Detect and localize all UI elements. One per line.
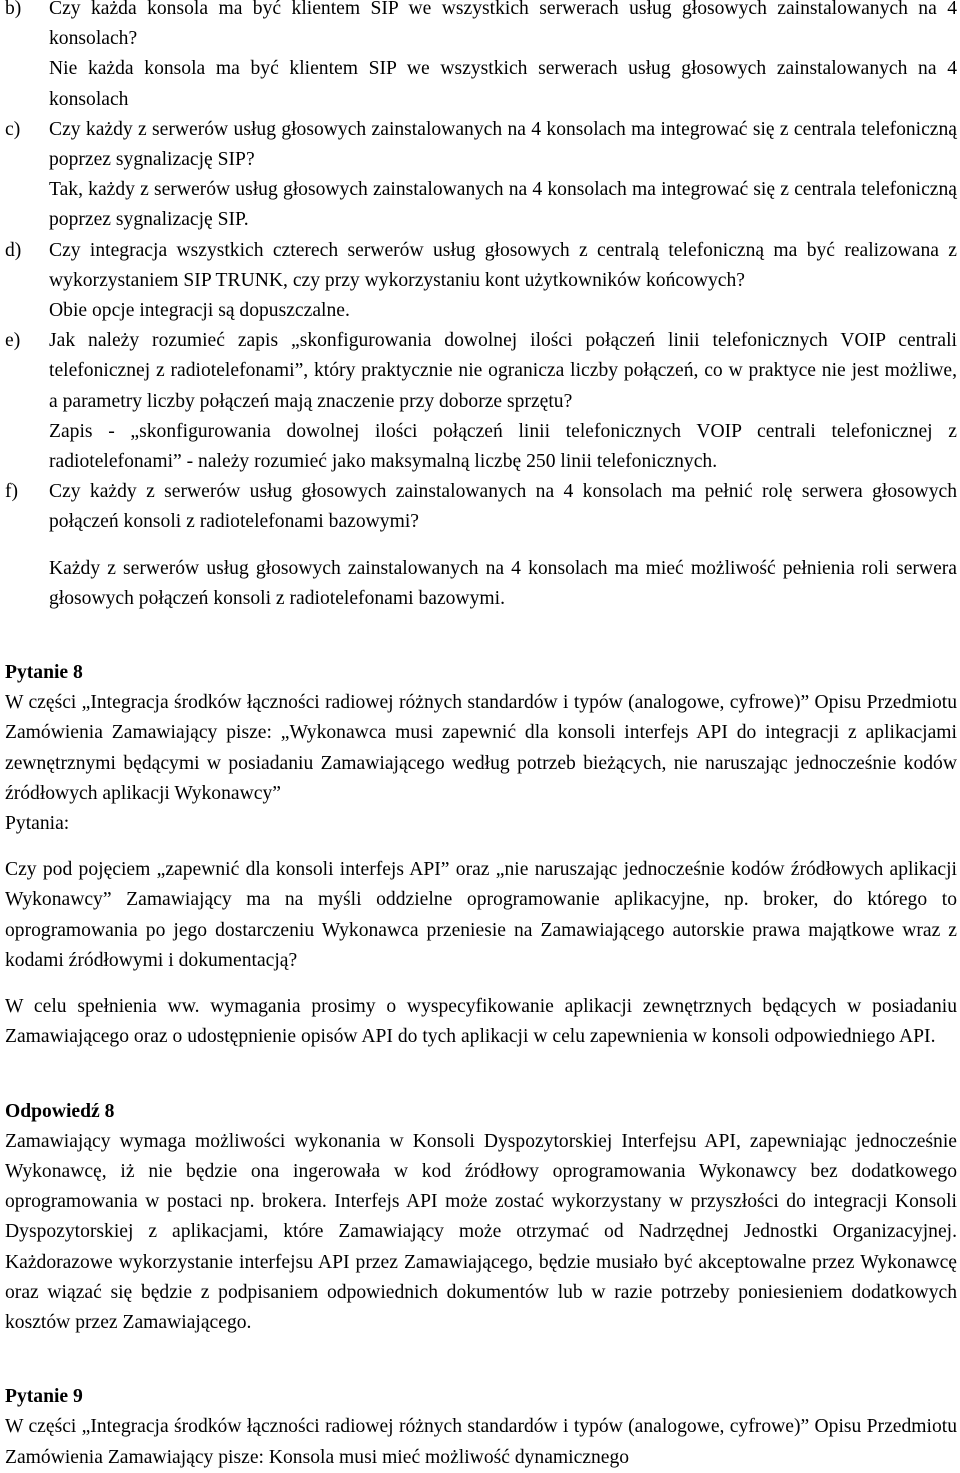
document-page	[5, 0, 957, 1473]
list-item-e	[5, 326, 957, 477]
list-item-body	[49, 326, 957, 477]
list-marker: e)	[5, 330, 21, 352]
section-heading-odpowiedz-8: Odpowiedź 8	[5, 1100, 115, 1122]
question-text: Czy każdy z serwerów usług głosowych zainstalowanych na 4 konsolach ma integrować się z centrala telefoniczną poprzez sygnalizację SIP?	[49, 118, 957, 171]
question-text: Jak należy rozumieć zapis „skonfigurowania dowolnej ilości połączeń linii telefonicznych VOIP centrali telefonicznej z radiotelefonami”, który praktycznie nie ogranicza liczby połączeń, co w praktyce nie jest możliwe, a parametry liczby połączeń mają znaczenie przy doborze sprzętu?	[49, 330, 957, 412]
list-marker: b)	[5, 0, 22, 19]
answer-text: Nie każda konsola ma być klientem SIP we wszystkich serwerach usług głosowych zainstalowanych na 4 konsolach	[49, 58, 957, 110]
list-item-body	[49, 0, 957, 115]
pytanie-8-request: W celu spełnienia ww. wymagania prosimy o wyspecyfikowanie aplikacji zewnętrznych będących w posiadaniu Zamawiającego oraz o udostępnienie opisów API do tych aplikacji w celu zapewnienia w konsoli odpowiedniego API.	[5, 996, 957, 1048]
pytanie-8-intro: W części „Integracja środków łączności radiowej różnych standardów i typów (analogowe, cyfrowe)” Opisu Przedmiotu Zamówienia Zamawiający pisze: „Wykonawca musi zapewnić dla konsoli interfejs API do integracji z aplikacjami zewnętrznymi będącymi w posiadaniu Zamawiającego według potrzeb bieżących, nie naruszając jednocześnie kodów źródłowych aplikacji Wykonawcy”	[5, 692, 957, 804]
list-item-c	[5, 115, 957, 236]
list-marker: d)	[5, 239, 22, 261]
section-heading-pytanie-9: Pytanie 9	[5, 1386, 83, 1408]
list-marker: f)	[5, 481, 19, 503]
pytanie-9-intro: W części „Integracja środków łączności radiowej różnych standardów i typów (analogowe, cyfrowe)” Opisu Przedmiotu Zamówienia Zamawiający pisze: Konsola musi mieć możliwość dynamicznego	[5, 1416, 957, 1468]
section-heading-pytanie-8: Pytanie 8	[5, 662, 83, 684]
odpowiedz-8-text: Zamawiający wymaga możliwości wykonania w Konsoli Dyspozytorskiej Interfejsu API, zapewniając jednocześnie Wykonawcę, iż nie będzie ona ingerowała w kod źródłowy oprogramowania Wykonawcy bez dodatkowego oprogramowania w postaci np. brokera. Interfejs API może zostać wykorzystany w przyszłości do integracji Konsoli Dyspozytorskiej z aplikacjami, które Zamawiający może otrzymać od Nadrzędnej Jednostki Organizacyjnej. Każdorazowe wykorzystanie interfejsu API przez Zamawiającego, będzie musiało być akceptowalne przez Wykonawcę oraz wiązać się będzie z podpisaniem odpowiednich dokumentów lub w razie potrzeby poniesieniem dodatkowych kosztów przez Zamawiającego.	[5, 1130, 957, 1333]
list-marker: c)	[5, 118, 21, 140]
answer-text: Obie opcje integracji są dopuszczalne.	[49, 300, 350, 322]
answer-text: Zapis - „skonfigurowania dowolnej ilości połączeń linii telefonicznych VOIP centrali telefonicznej z radiotelefonami” - należy rozumieć jako maksymalną liczbę 250 linii telefonicznych.	[49, 420, 957, 473]
pytanie-8-question: Czy pod pojęciem „zapewnić dla konsoli interfejs API” oraz „nie naruszając jednocześnie kodów źródłowych aplikacji Wykonawcy” Zamawiający ma na myśli oddzielne oprogramowanie aplikacyjne, np. broker, do którego to oprogramowania po jego dostarczeniu Wykonawca przeniesie na Zamawiającego autorskie prawa majątkowe wraz z kodami źródłowymi i dokumentacją?	[5, 859, 957, 971]
list-item-b	[5, 0, 957, 115]
answer-text: Tak, każdy z serwerów usług głosowych zainstalowanych na 4 konsolach ma integrować się z centrala telefoniczną poprzez sygnalizację SIP.	[49, 179, 957, 231]
list-item-d	[5, 236, 957, 327]
answer-text: Każdy z serwerów usług głosowych zainstalowanych na 4 konsolach ma mieć możliwość pełnienia roli serwera głosowych połączeń konsoli z radiotelefonami bazowymi.	[49, 557, 957, 609]
list-item-body	[49, 477, 957, 614]
list-item-body	[49, 115, 957, 236]
question-text: Czy każda konsola ma być klientem SIP we wszystkich serwerach usług głosowych zainstalowanych na 4 konsolach?	[49, 0, 957, 50]
pytania-label: Pytania:	[5, 813, 70, 835]
question-text: Czy integracja wszystkich czterech serwerów usług głosowych z centralą telefoniczną ma być realizowana z wykorzystaniem SIP TRUNK, czy przy wykorzystaniu kont użytkowników końcowych?	[49, 239, 957, 291]
list-item-f	[5, 477, 957, 614]
list-item-body	[49, 236, 957, 327]
question-text: Czy każdy z serwerów usług głosowych zainstalowanych na 4 konsolach ma pełnić rolę serwera głosowych połączeń konsoli z radiotelefonami bazowymi?	[49, 481, 957, 533]
